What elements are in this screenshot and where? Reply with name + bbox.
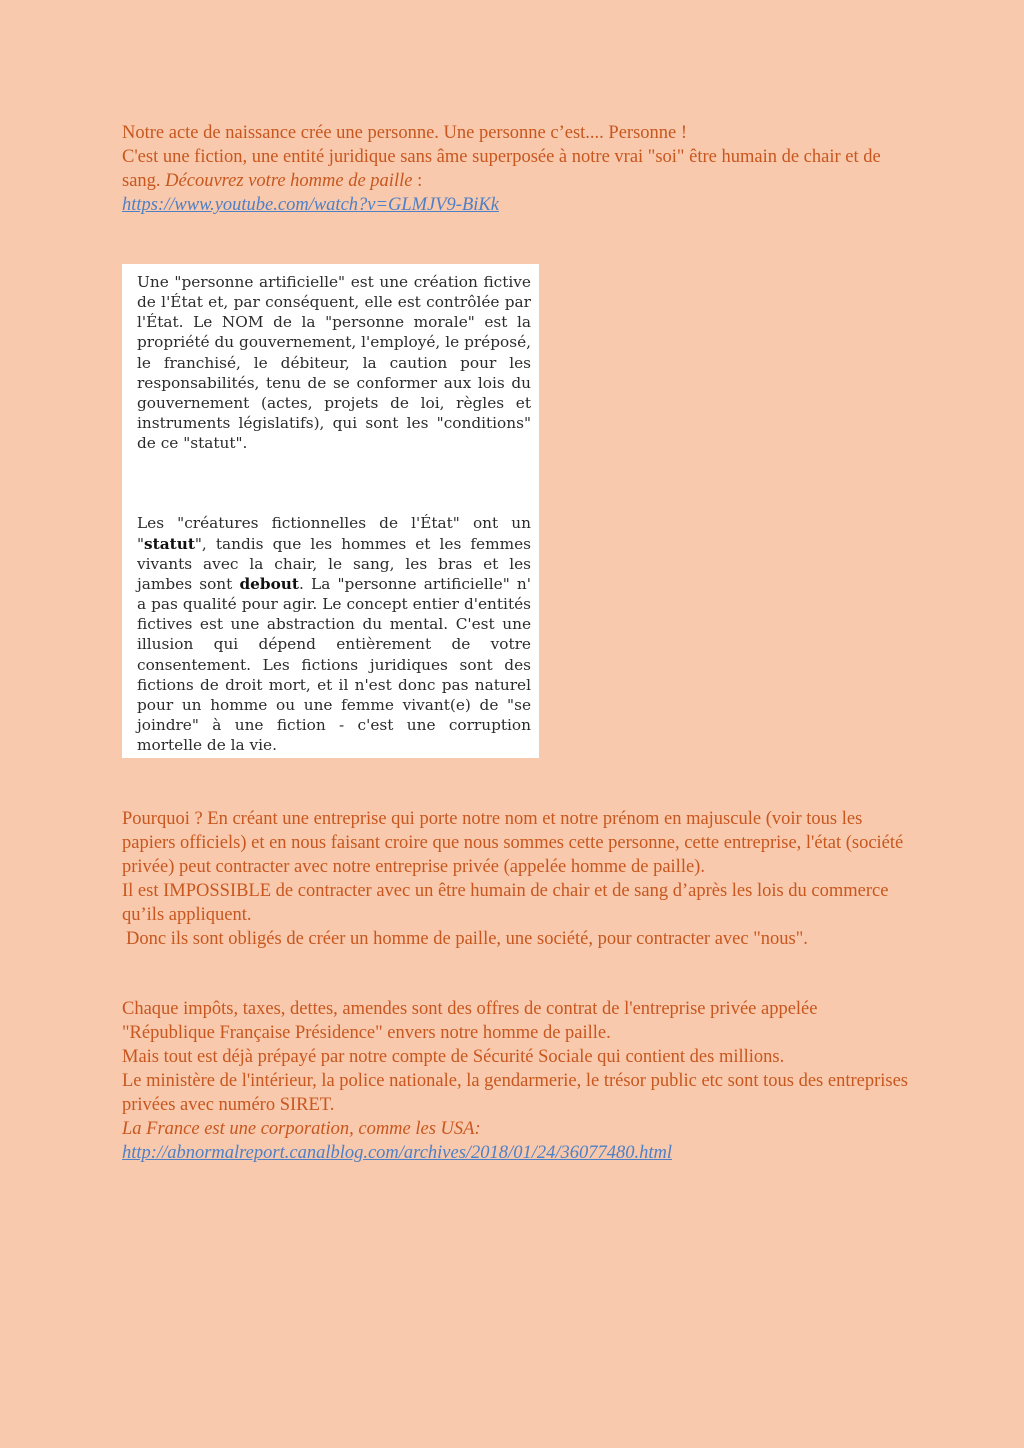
quote-p2-part-a: Les "créatures fictionnelles de l'État" ont un " (137, 514, 531, 553)
quote-p2-part-c: . La "personne artificielle" n' a pas qualité pour agir. Le concept entier d'entités fictives est une abstraction du mental. C'est une illusion qui dépend entièrement de votre consentement. Les fictions juridiques sont des fictions de droit mort, et il n'est donc pas naturel pour un homme ou une femme vivant(e) de "se joindre" à une fiction - c'est une corruption mortelle de la vie. (137, 574, 531, 755)
body1-paragraph-1: Pourquoi ? En créant une entreprise qui porte notre nom et notre prénom en majuscule (voir tous les papiers officiels) et en nous faisant croire que nous sommes cette personne, cette entreprise, l'état (société privée) peut contracter avec notre entreprise privée (appelée homme de paille). (122, 809, 904, 877)
body1-paragraph-2: Il est IMPOSSIBLE de contracter avec un être humain de chair et de sang d’après les lois du commerce qu’ils appliquent. (122, 881, 889, 925)
quote-image-box (122, 264, 539, 758)
quote-paragraph-2 (137, 513, 531, 755)
youtube-link[interactable]: https://www.youtube.com/watch?v=GLMJV9-BiKk (122, 195, 499, 215)
body2-paragraph-3: Le ministère de l'intérieur, la police nationale, la gendarmerie, le trésor public etc sont tous des entreprises privées avec numéro SIRET. (122, 1071, 908, 1115)
body-section-1 (122, 807, 912, 951)
quote-bold-statut: statut (144, 534, 195, 553)
intro-line-2-end: : (412, 171, 423, 191)
intro-section (122, 121, 912, 217)
body2-paragraph-1: Chaque impôts, taxes, dettes, amendes sont des offres de contrat de l'entreprise privée appelée "République Française Présidence" envers notre homme de paille. (122, 999, 818, 1043)
body2-paragraph-2: Mais tout est déjà prépayé par notre compte de Sécurité Sociale qui contient des millions. (122, 1047, 785, 1067)
intro-line-1: Notre acte de naissance crée une personne. Une personne c’est.... Personne ! (122, 123, 688, 143)
intro-line-2-text: C'est une fiction, une entité juridique sans âme superposée à notre vrai "soi" être humain de chair et de sang. (122, 147, 881, 191)
intro-italic-callout: Découvrez votre homme de paille (165, 171, 413, 191)
quote-paragraph-1: Une "personne artificielle" est une création fictive de l'État et, par conséquent, elle est contrôlée par l'État. Le NOM de la "personne morale" est la propriété du gouvernement, l'employé, le préposé, le franchisé, le débiteur, la caution pour les responsabilités, tenu de se conformer aux lois du gouvernement (actes, projets de loi, règles et instruments législatifs), qui sont les "conditions" de ce "statut". (137, 273, 531, 453)
body1-paragraph-3: Donc ils sont obligés de créer un homme de paille, une société, pour contracter avec "nous". (126, 929, 808, 949)
quote-bold-debout: debout (239, 574, 299, 593)
quote-p2-part-b: ", tandis que les hommes et les femmes vivants avec la chair, le sang, les bras et les jambes sont (137, 534, 531, 593)
body2-italic-line: La France est une corporation, comme les USA: (122, 1119, 481, 1139)
canalblog-link[interactable]: http://abnormalreport.canalblog.com/archives/2018/01/24/36077480.html (122, 1143, 672, 1163)
body-section-2 (122, 997, 912, 1165)
intro-line-2 (122, 145, 912, 193)
